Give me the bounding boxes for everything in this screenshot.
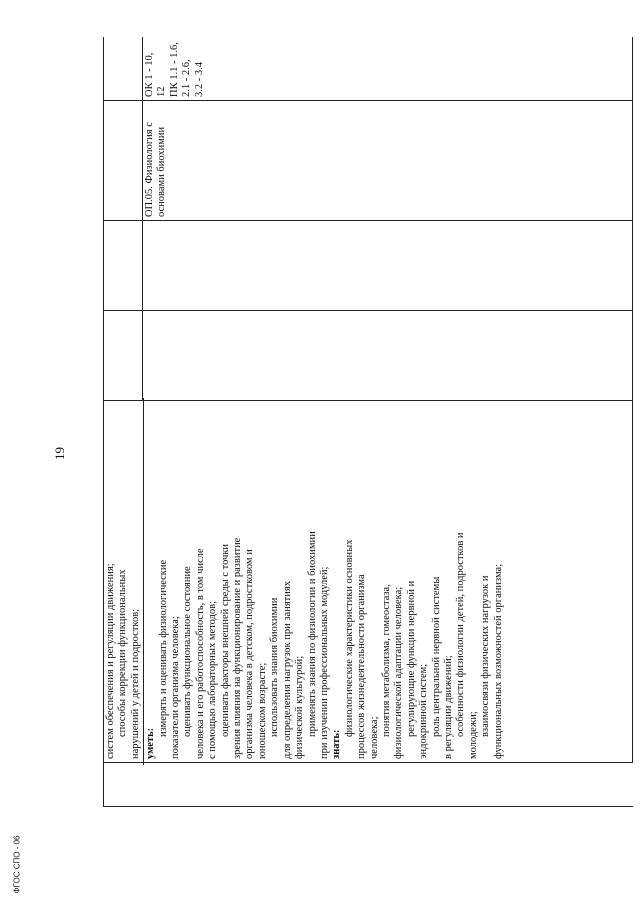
text-line: для определения нагрузок при занятиях [281, 581, 293, 759]
text-line: физиологической адаптации человека; [393, 586, 405, 759]
competency-line: 2.1 - 2.6, [181, 59, 193, 97]
text-line: функциональных возможностей организма; [492, 563, 504, 759]
text-line: организма человека в детском, подростковом и [244, 549, 256, 759]
text-line: использовать знания биохимии [269, 597, 281, 737]
footer [12, 830, 30, 900]
competencies-cell [104, 37, 633, 101]
table-row [104, 37, 633, 807]
text-line: роль центральной нервной системы [430, 576, 442, 737]
text-line: физиологические характеристики основных [343, 539, 355, 737]
text-line: регулирующие функции нервной и [405, 580, 417, 737]
text-line: применять знания по физиологии и биохимии [306, 531, 318, 737]
competency-line: ПК 1.1 - 1.6, [168, 42, 180, 97]
hours-cell [104, 221, 633, 311]
text-line: с помощью лабораторных методов; [207, 601, 219, 759]
text-line: молодежи; [467, 711, 479, 759]
discipline-cell [104, 101, 633, 221]
index-cell [104, 763, 633, 807]
text-line: нарушений у детей и подростков; [129, 608, 141, 759]
text-line: понятия метаболизма, гомеостаза, [380, 584, 392, 737]
text-line: систем обеспечения и регуляции движения; [105, 563, 116, 759]
znat-heading: знать: [331, 729, 343, 759]
competency-line: ОК 1 - 10, 12 [144, 52, 168, 97]
text-line: человека; [368, 716, 380, 759]
text-line: в регуляции движений; [442, 655, 454, 759]
competency-line: 3.2 - 3.4 [193, 62, 205, 97]
page-number [52, 440, 72, 470]
text-line: способы коррекции функциональных [117, 569, 129, 737]
text-line: процессов жизнедеятельности организма [356, 574, 368, 759]
text-line: оценивать факторы внешней среды с точки [219, 543, 231, 737]
text-line: зрения влияния на функционирование и развитие [232, 537, 244, 759]
text-line: особенности физиологии детей, подростков и [455, 532, 467, 737]
text-line: оценивать функциональное состояние [182, 566, 194, 737]
text-line: человека и его работоспособность, в том числе [194, 548, 206, 759]
text-line: взаимосвязи физических нагрузок и [480, 575, 492, 737]
hours-cell [104, 311, 633, 401]
footer-text: ФГОС СПО - 06 [12, 835, 22, 894]
text-line: показатели организма человека; [170, 616, 182, 759]
discipline-name: ОП.05. Физиология с основами биохимии [144, 122, 168, 217]
text-line: при изучении профессиональных модулей; [318, 566, 330, 759]
text-line: физической культурой; [294, 655, 306, 759]
text-line: измерять и оценивать физиологические [157, 559, 169, 737]
page-number-text: 19 [52, 447, 67, 460]
curriculum-table [103, 37, 633, 807]
text-line: юношеском возрасте; [256, 662, 268, 759]
content-cell [104, 401, 633, 763]
umet-heading: уметь: [145, 727, 157, 759]
landscape-sheet [103, 37, 633, 807]
skills-section [144, 401, 506, 762]
rotated-page [103, 37, 633, 807]
text-line: эндокринной систем; [418, 663, 430, 759]
